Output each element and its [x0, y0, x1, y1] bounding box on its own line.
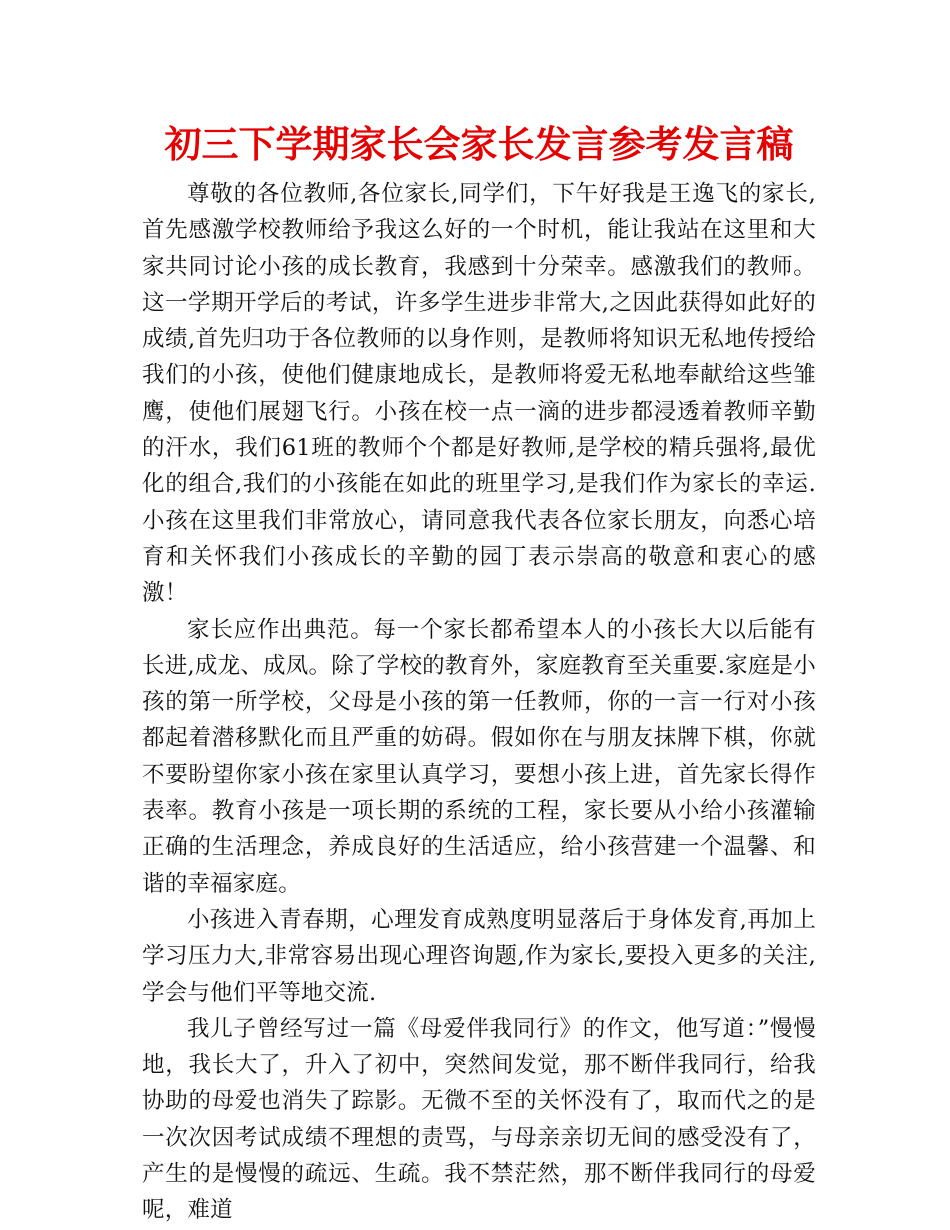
document-title: 初三下学期家长会家长发言参考发言稿 — [164, 123, 794, 166]
paragraph-1: 尊敬的各位教师,各位家长,同学们，下午好我是王逸飞的家长,首先感激学校教师给予我这么好的一个时机，能让我站在这里和大家共同讨论小孩的成长教育，我感到十分荣幸。感激我们的教师。这一学期开学后的考试，许多学生进步非常大,之因此获得如此好的成绩,首先归功于各位教师的以身作则，是教师将知识无私地传授给我们的小孩，使他们健康地成长，是教师将爱无私地奉献给这些雏鹰，使他们展翅飞行。小孩在校一点一滴的进步都浸透着教师辛勤的汗水，我们61班的教师个个都是好教师,是学校的精兵强将,最优化的组合,我们的小孩能在如此的班里学习,是我们作为家长的幸运.小孩在这里我们非常放心，请同意我代表各位家长朋友，向悉心培育和关怀我们小孩成长的辛勤的园丁表示崇高的敬意和衷心的感激！ — [142, 181, 816, 607]
paragraph-2: 家长应作出典范。每一个家长都希望本人的小孩长大以后能有长进,成龙、成凤。除了学校的教育外，家庭教育至关重要.家庭是小孩的第一所学校，父母是小孩的第一任教师，你的一言一行对小孩都起着潜移默化而且严重的妨碍。假如你在与朋友抹牌下棋，你就不要盼望你家小孩在家里认真学习，要想小孩上进，首先家长得作表率。教育小孩是一项长期的系统的工程，家长要从小给小孩灌输正确的生活理念，养成良好的生活适应，给小孩营建一个温馨、和谐的幸福家庭。 — [142, 616, 816, 897]
paragraph-3: 小孩进入青春期，心理发育成熟度明显落后于身体发育,再加上学习压力大,非常容易出现心理咨询题,作为家长,要投入更多的关注,学会与他们平等地交流. — [142, 906, 816, 1006]
paragraph-4: 我儿子曾经写过一篇《母爱伴我同行》的作文，他写道：”慢慢地，我长大了，升入了初中，突然间发觉，那不断伴我同行，给我协助的母爱也消失了踪影。无微不至的关怀没有了，取而代之的是一次次因考试成绩不理想的责骂，与母亲亲切无间的感受没有了，产生的是慢慢的疏远、生疏。我不禁茫然，那不断伴我同行的母爱呢，难道 — [142, 1015, 816, 1224]
